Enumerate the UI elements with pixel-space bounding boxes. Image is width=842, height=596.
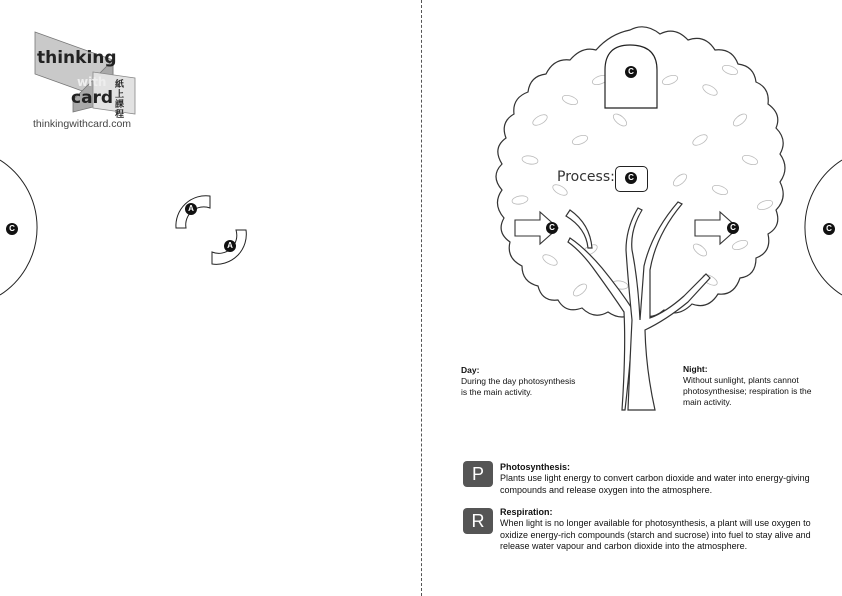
marker-a-bottom-badge: A [224,240,236,252]
night-note-text: Without sunlight, plants cannot photosynthesise; respiration is the main activity. [683,375,812,407]
photosynthesis-title: Photosynthesis: [500,462,571,472]
respiration-text: When light is no longer available for photosynthesis, a plant will use oxygen to oxidize energy-rich compounds (starch and sucrose) into fuel to stay alive and release water vapour and carbon dioxide into the atmosphere. [500,518,811,551]
marker-c-process-badge: C [625,172,637,184]
fold-line [421,0,422,596]
day-note-text: During the day photosynthesis is the main activity. [461,376,576,397]
day-note-title: Day: [461,365,480,375]
logo-word-with: with [77,75,107,89]
logo-url: thinkingwithcard.com [33,118,132,130]
night-note-title: Night: [683,364,708,374]
logo-cjk: 紙上課程 [115,80,125,120]
marker-c-right-badge: C [823,223,835,235]
night-note [683,364,819,408]
marker-c-top-badge: C [625,66,637,78]
slot-pieces [170,190,255,270]
photosynthesis-text: Plants use light energy to convert carbon dioxide and water into energy-giving compounds and release oxygen into the atmosphere. [500,473,810,495]
logo-word-thinking: thinking [37,48,117,68]
marker-a-top-badge: A [185,203,197,215]
marker-c-left-badge: C [6,223,18,235]
logo-word-card: card [71,88,114,108]
tree-diagram [470,20,810,420]
process-label: Process: [557,169,615,185]
day-note [461,365,583,398]
photosynthesis-tile: P [463,461,493,487]
marker-c-arrow-right-badge: C [727,222,739,234]
photosynthesis-definition [500,462,820,496]
logo [33,30,143,130]
right-disc-edge [800,150,842,310]
respiration-title: Respiration: [500,507,553,517]
marker-c-arrow-left-badge: C [546,222,558,234]
respiration-definition [500,507,820,552]
respiration-tile: R [463,508,493,534]
